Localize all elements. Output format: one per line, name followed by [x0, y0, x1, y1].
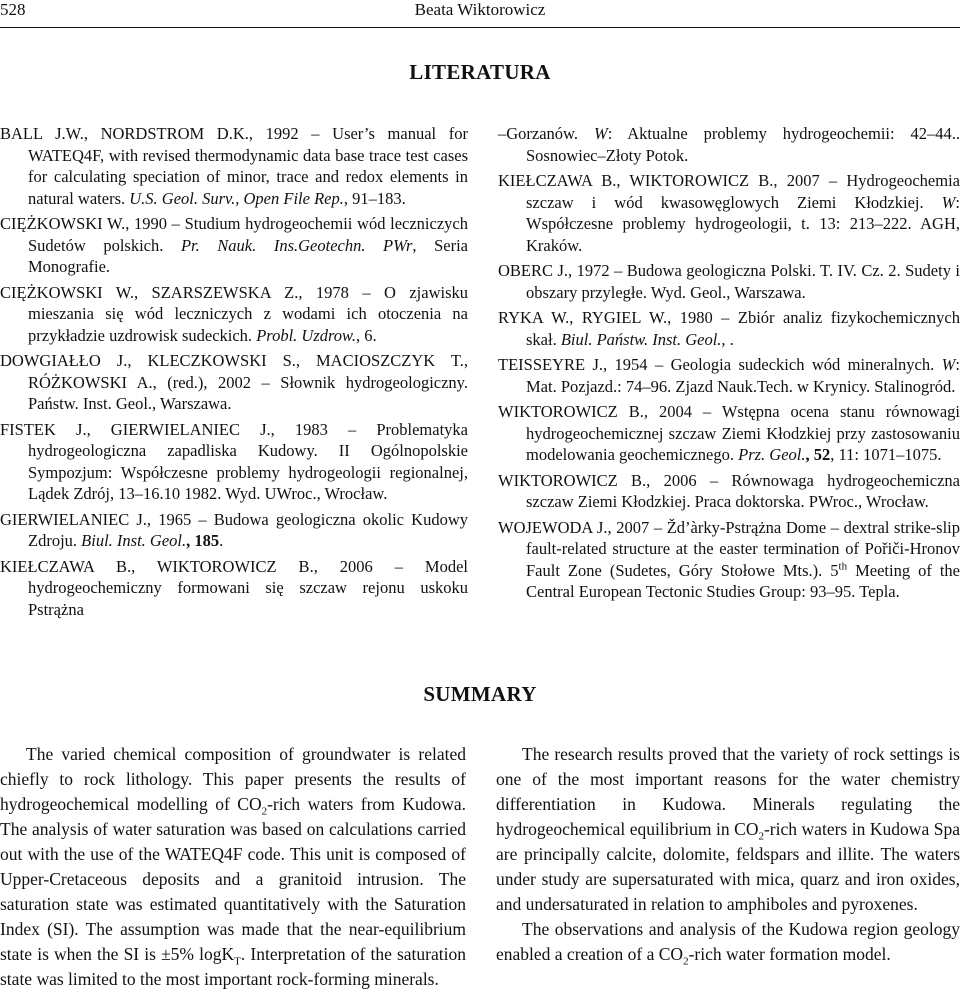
reference-entry [0, 509, 468, 552]
subscript: T [234, 955, 241, 968]
reference-text: CIĘŻKOWSKI W., 1990 – Studium hydrogeochemii wód leczniczych Sudetów polskich. [0, 214, 468, 255]
subscript: 2 [758, 830, 764, 843]
literature-heading: LITERATURA [409, 60, 551, 84]
reference-text-end: : Mat. Pozjazd.: 74–96. Zjazd Nauk.Tech. w Krynicy. Stalinogród. [526, 355, 960, 396]
reference-entry [498, 170, 960, 256]
reference-text-end: Meeting of the Central European Tectonic Studies Group: 93–95. Tepla. [526, 560, 960, 601]
reference-text: DOWGIAŁŁO J., KLECZKOWSKI S., MACIOSZCZYK T., RÓŻKOWSKI A., (red.), 2002 – Słownik hydrogeologiczny. Państw. Inst. Geol., Warszawa. [0, 351, 468, 413]
summary-right-column [496, 742, 960, 967]
reference-text: RYKA W., RYGIEL W., 1980 – Zbiór analiz fizykochemicznych skał. [498, 308, 960, 349]
reference-journal: Biul. Inst. Geol. [81, 531, 187, 550]
reference-journal: W [593, 124, 608, 143]
reference-entry [0, 556, 468, 621]
reference-entry [0, 282, 468, 347]
reference-entry [498, 354, 960, 397]
reference-entry [498, 123, 960, 166]
reference-entry [0, 419, 468, 505]
summary-text: The varied chemical composition of groundwater is related chiefly to rock lithology. This paper presents the results of hydrogeochemical modelling of CO [0, 744, 466, 814]
reference-text: BALL J.W., NORDSTROM D.K., 1992 – User’s manual for WATEQ4F, with revised thermodynamic data base trace test cases for calculating speciation of minor, trace and redox elements in natural waters. [0, 124, 468, 208]
reference-text-end: : Aktualne problemy hydrogeochemii: 42–44.. Sosnowiec–Złoty Potok. [526, 124, 960, 165]
summary-text: -rich waters in Kudowa Spa are principally calcite, dolomite, feldspars and illite. The waters under study are supersaturated with mica, quarz and iron oxides, and undersaturated in relation to amphiboles and pyroxenes. [496, 819, 960, 914]
reference-journal: W [941, 192, 956, 212]
reference-entry [498, 401, 960, 466]
references-left-column [0, 123, 468, 624]
summary-text: . Interpretation of the saturation state was limited to the most important rock-forming minerals. [0, 944, 466, 989]
reference-entry [0, 213, 468, 278]
reference-text: KIEŁCZAWA B., WIKTOROWICZ B., 2006 – Model hydrogeochemiczny formowani się szczaw rejonu uskoku Pstrążna [0, 556, 468, 619]
reference-journal: Pr. Nauk. Ins.Geotechn. PWr [180, 235, 413, 255]
reference-text: –Gorzanów. [498, 124, 594, 143]
references-right-column [498, 123, 960, 607]
reference-text: FISTEK J., GIERWIELANIEC J., 1983 – Problematyka hydrogeologiczna zapadliska Kudowy. II Ogólnopolskie Sympozjum: Współczesne problemy hydrogeologii regionalnej, Lądek Zdrój, 13–16.10 1982. Wyd. UWroc., Wrocław. [0, 419, 468, 503]
reference-volume: , 185 [186, 531, 220, 550]
reference-text-end: , 91–183. [343, 188, 406, 208]
reference-entry [498, 307, 960, 350]
reference-text-end: , Seria Monografie. [28, 235, 468, 276]
reference-text: GIERWIELANIEC J., 1965 – Budowa geologiczna okolic Kudowy Zdroju. [0, 509, 468, 550]
reference-volume: , 52 [805, 445, 831, 464]
reference-entry [498, 517, 960, 603]
header-rule [0, 27, 960, 28]
summary-text: The observations and analysis of the Kudowa region geology enabled a creation of a CO [496, 919, 960, 964]
reference-journal: Probl. Uzdrow. [256, 325, 356, 345]
reference-text: CIĘŻKOWSKI W., SZARSZEWSKA Z., 1978 – O zjawisku mieszania się wód leczniczych z wodami ich otoczenia na przykładzie uzdrowisk sudeckich. [0, 282, 468, 345]
summary-paragraph [0, 742, 466, 992]
summary-heading: SUMMARY [423, 682, 537, 706]
subscript: 2 [683, 955, 689, 968]
summary-paragraph [496, 742, 960, 917]
reference-text: KIEŁCZAWA B., WIKTOROWICZ B., 2007 – Hydrogeochemia szczaw i wód kwasowęglowych Ziemi Kłodzkiej. [498, 171, 960, 212]
reference-text: WIKTOROWICZ B., 2004 – Wstępna ocena stanu równowagi hydrogeochemicznej szczaw Ziemi Kłodzkiej przy zastosowaniu modelowania geochemicznego. [498, 402, 960, 464]
reference-entry [498, 260, 960, 303]
reference-journal: U.S. Geol. Surv., Open File Rep. [129, 188, 344, 208]
reference-text-end: : Współczesne problemy hydrogeologii, t. 13: 213–222. AGH, Kraków. [526, 192, 960, 255]
reference-text: TEISSEYRE J., 1954 – Geologia sudeckich wód mineralnych. [498, 355, 942, 374]
summary-paragraph [496, 917, 960, 967]
reference-text: WIKTOROWICZ B., 2006 – Równowaga hydrogeochemiczna szczaw Ziemi Kłodzkiej. Praca doktorska. PWroc., Wrocław. [498, 470, 960, 511]
reference-text: OBERC J., 1972 – Budowa geologiczna Polski. T. IV. Cz. 2. Sudety i obszary przyległe. Wyd. Geol., Warszawa. [498, 261, 960, 302]
reference-entry [0, 123, 468, 209]
subscript: 2 [261, 805, 268, 818]
page-number: 528 [0, 0, 26, 19]
reference-superscript: th [838, 560, 848, 572]
reference-text-end: . [219, 531, 224, 550]
reference-journal: Prz. Geol. [738, 445, 806, 464]
reference-text-end: , . [721, 329, 734, 349]
summary-text: -rich water formation model. [688, 944, 891, 964]
reference-text-end: , 6. [355, 325, 377, 345]
reference-journal: W [941, 355, 956, 374]
summary-left-column [0, 742, 466, 992]
summary-text: -rich waters from Kudowa. The analysis of water saturation was based on calculations carried out with the use of the WATEQ4F code. This unit is composed of Upper-Cretaceous deposits and a granitoid intrusion. The saturation state was estimated quantitatively with the Saturation Index (SI). The assumption was made that the near-equilibrium state is when the SI is ±5% logK [0, 794, 466, 964]
reference-journal: Biul. Państw. Inst. Geol. [560, 329, 722, 349]
summary-text: The research results proved that the variety of rock settings is one of the most important reasons for the water chemistry differentiation in Kudowa. Minerals regulating the hydrogeochemical equilibrium in CO [496, 744, 960, 839]
reference-text: WOJEWODA J., 2007 – Žd’àrky-Pstrążna Dome – dextral strike-slip fault-related structure at the easter termination of Pořiči-Hronov Fault Zone (Sudetes, Góry Stołowe Mts.). 5 [498, 517, 960, 580]
reference-entry [498, 470, 960, 513]
reference-entry [0, 350, 468, 415]
reference-text-end: , 11: 1071–1075. [830, 445, 942, 464]
running-head-author: Beata Wiktorowicz [414, 0, 546, 19]
